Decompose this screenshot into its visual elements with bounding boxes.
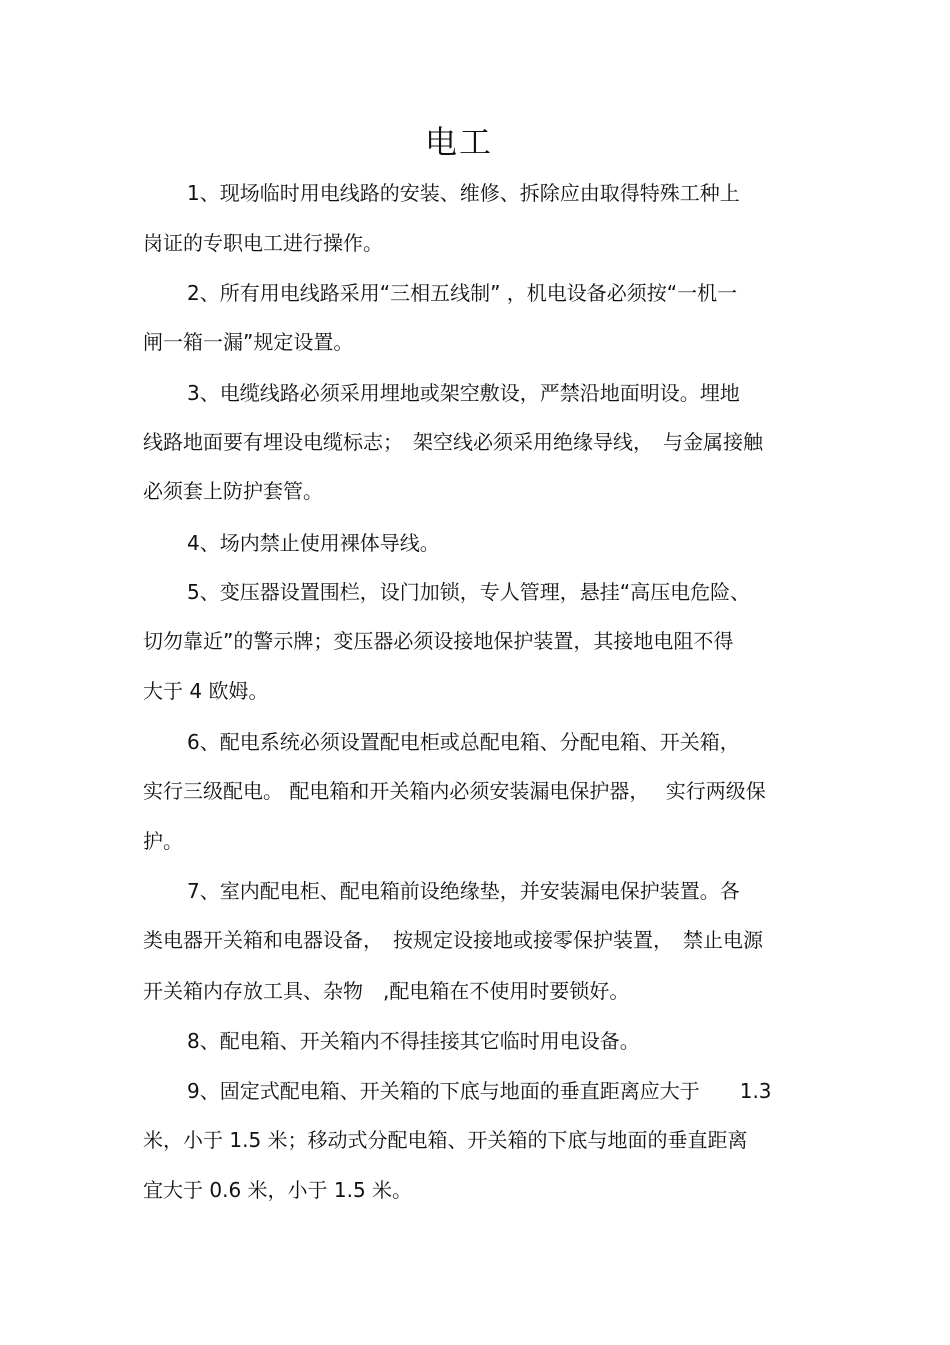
text-line: 6、配电系统必须设置配电柜或总配电箱、分配电箱、开关箱， — [187, 730, 740, 754]
text-line: 线路地面要有埋设电缆标志； 架空线必须采用绝缘导线， 与金属接触 — [143, 430, 763, 454]
text-line: 护。 — [143, 829, 183, 853]
text-line: 5、变压器设置围栏，设门加锁，专人管理，悬挂“高压电危险、 — [187, 580, 751, 604]
text-line: 4、场内禁止使用裸体导线。 — [187, 531, 440, 555]
text-line: 实行三级配电。 配电箱和开关箱内必须安装漏电保护器， 实行两级保 — [143, 779, 766, 803]
text-line: 大于 4 欧姆。 — [143, 679, 269, 703]
text-line: 开关箱内存放工具、杂物 ,配电箱在不使用时要锁好。 — [143, 979, 630, 1003]
text-line: 岗证的专职电工进行操作。 — [143, 231, 383, 255]
text-line: 闸一箱一漏”规定设置。 — [143, 330, 354, 354]
text-line: 类电器开关箱和电器设备， 按规定设接地或接零保护装置， 禁止电源 — [143, 928, 763, 952]
document-title: 电工 — [424, 123, 493, 161]
text-line: 必须套上防护套管。 — [143, 479, 323, 503]
text-line: 2、所有用电线路采用“三相五线制” ，机电设备必须按“一机一 — [187, 281, 738, 305]
text-line: 3、电缆线路必须采用埋地或架空敷设，严禁沿地面明设。埋地 — [187, 381, 740, 405]
text-line: 宜大于 0.6 米，小于 1.5 米。 — [143, 1178, 413, 1202]
text-line: 切勿靠近”的警示牌；变压器必须设接地保护装置，其接地电阻不得 — [143, 629, 734, 653]
text-line: 1、现场临时用电线路的安装、维修、拆除应由取得特殊工种上 — [187, 181, 740, 205]
text-line: 7、室内配电柜、配电箱前设绝缘垫，并安装漏电保护装置。各 — [187, 879, 740, 903]
text-line: 8、配电箱、开关箱内不得挂接其它临时用电设备。 — [187, 1029, 640, 1053]
text-line: 9、固定式配电箱、开关箱的下底与地面的垂直距离应大于 1.3 — [187, 1079, 772, 1103]
text-line: 米，小于 1.5 米；移动式分配电箱、开关箱的下底与地面的垂直距离 — [143, 1128, 748, 1152]
